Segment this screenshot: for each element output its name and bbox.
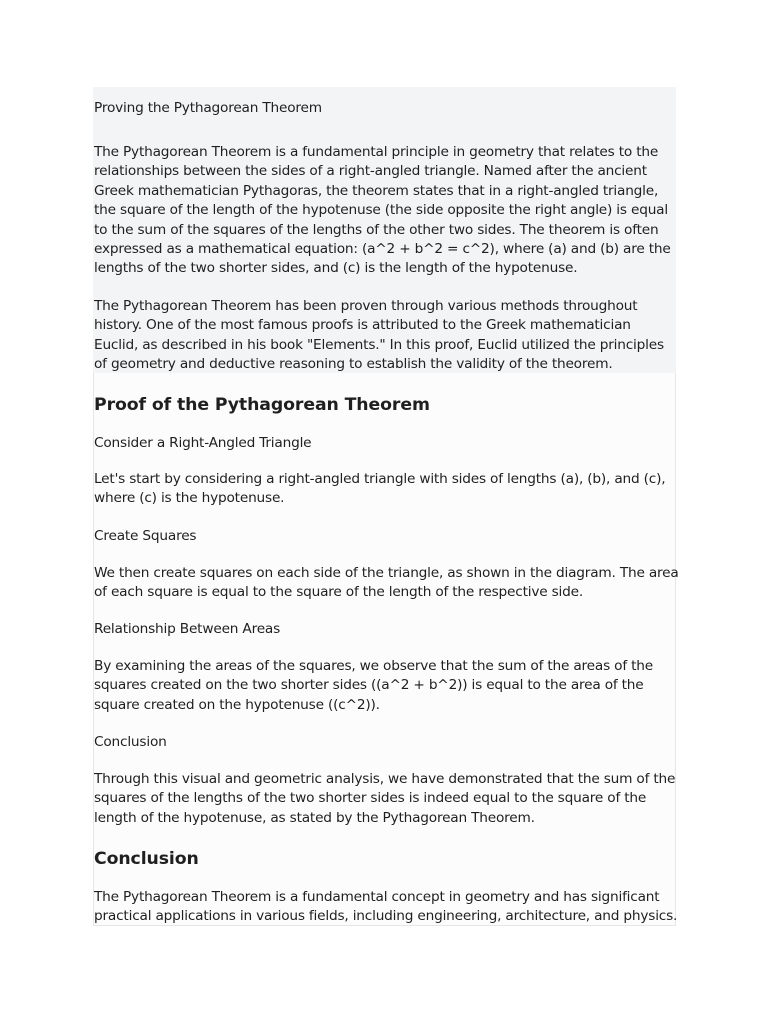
- text-line: of each square is equal to the square of the length of the respective side.: [94, 584, 584, 601]
- step2-text: [94, 564, 679, 603]
- text-line: Let's start by considering a right-angled triangle with sides of lengths (a), (b), and (c),: [94, 471, 666, 487]
- text-line: Greek mathematician Pythagoras, the theorem states that in a right-angled triangle,: [94, 182, 659, 199]
- text-line: where (c) is the hypotenuse.: [94, 490, 285, 507]
- text-line: practical applications in various fields, including engineering, architecture, and physics.: [94, 908, 678, 925]
- text-line: lengths of the two shorter sides, and (c) is the length of the hypotenuse.: [94, 260, 578, 277]
- text-line: We then create squares on each side of the triangle, as shown in the diagram. The area: [94, 565, 679, 581]
- intro-paragraph-1: [94, 143, 671, 279]
- step3-text: [94, 657, 653, 715]
- conclusion-heading: Conclusion: [94, 849, 199, 869]
- text-line: history. One of the most famous proofs is attributed to the Greek mathematician: [94, 317, 631, 334]
- step1-text: [94, 470, 665, 509]
- text-line: The Pythagorean Theorem has been proven through various methods throughout: [94, 298, 638, 314]
- text-line: The Pythagorean Theorem is a fundamental principle in geometry that relates to the: [94, 144, 659, 160]
- step3-title: Relationship Between Areas: [94, 621, 281, 637]
- text-line: Through this visual and geometric analysis, we have demonstrated that the sum of the: [94, 771, 676, 787]
- document-title: Proving the Pythagorean Theorem: [94, 100, 322, 116]
- text-line: By examining the areas of the squares, we observe that the sum of the areas of the: [94, 658, 653, 674]
- step2-title: Create Squares: [94, 528, 197, 544]
- text-line: square created on the hypotenuse ((c^2)).: [94, 696, 380, 713]
- text-line: squares of the lengths of the two shorter sides is indeed equal to the square of the: [94, 790, 647, 807]
- text-line: The Pythagorean Theorem is a fundamental concept in geometry and has significant: [94, 889, 660, 905]
- document-page: [93, 87, 679, 926]
- text-line: length of the hypotenuse, as stated by the Pythagorean Theorem.: [94, 809, 535, 826]
- conclusion-text: [94, 888, 677, 927]
- proof-heading: Proof of the Pythagorean Theorem: [94, 395, 430, 415]
- text-line: of geometry and deductive reasoning to establish the validity of the theorem.: [94, 356, 613, 373]
- step4-text: [94, 770, 675, 828]
- text-line: Euclid, as described in his book "Elements." In this proof, Euclid utilized the principles: [94, 336, 664, 353]
- text-line: the square of the length of the hypotenuse (the side opposite the right angle) is equal: [94, 202, 668, 219]
- intro-paragraph-2: [94, 297, 664, 375]
- step4-title: Conclusion: [94, 734, 167, 750]
- text-line: to the sum of the squares of the lengths of the other two sides. The theorem is often: [94, 221, 659, 238]
- text-line: expressed as a mathematical equation: (a^2 + b^2 = c^2), where (a) and (b) are the: [94, 241, 671, 258]
- text-line: relationships between the sides of a right-angled triangle. Named after the ancient: [94, 163, 647, 180]
- text-line: squares created on the two shorter sides ((a^2 + b^2)) is equal to the area of the: [94, 677, 644, 694]
- step1-title: Consider a Right-Angled Triangle: [94, 435, 312, 451]
